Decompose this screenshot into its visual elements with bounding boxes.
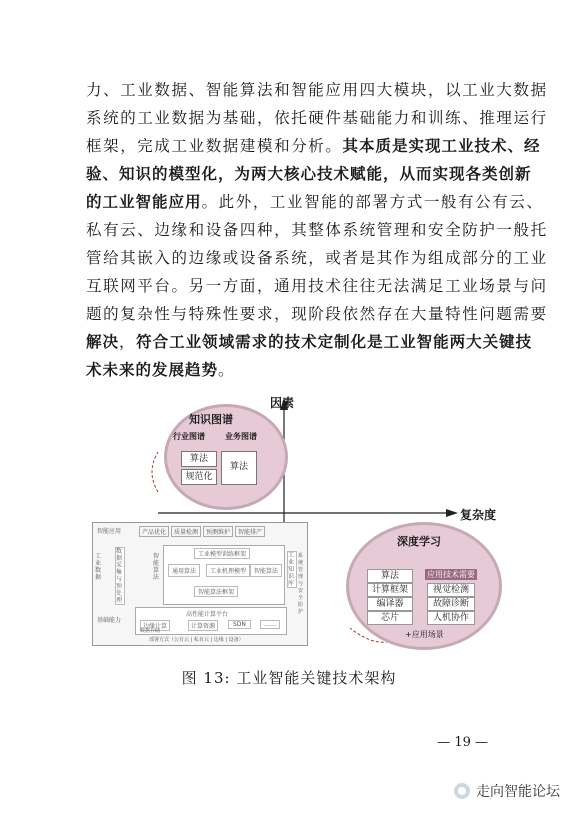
arch-column-label: 数据采集与预处理 — [115, 547, 125, 605]
arch-infra-item-1: 边缘计算 — [140, 620, 170, 631]
normalization-box: 规范化 — [181, 469, 217, 485]
arch-tab-3: 预测维护 — [203, 526, 233, 537]
axis-x-label: 复杂度 — [460, 508, 497, 522]
arch-inner-box-3: 智能算法 — [250, 564, 282, 577]
arch-bottom-row: 部署方式（公有云 | 私有云 | 边缘 | 设备） — [149, 637, 244, 643]
text-line-3 — [86, 132, 541, 160]
arch-inner-box-1: 通用算法 — [168, 564, 200, 577]
text-line-1 — [86, 76, 548, 104]
arch-tab-1: 产品优化 — [139, 526, 169, 537]
arch-infra-title: 高性能计算平台 — [186, 611, 229, 618]
arch-top-label: 智能应用 — [97, 528, 122, 535]
text-line-4 — [86, 160, 532, 188]
dl-right-item-1: 视觉检测 — [427, 583, 475, 597]
knowledge-graph-bubble — [164, 404, 288, 510]
bold-text-span: 解决 — [86, 333, 120, 351]
text-line-9 — [86, 300, 548, 328]
text-line-2 — [86, 104, 548, 132]
figure-caption: 图 13: 工业智能关键技术架构 — [181, 669, 397, 687]
text-span: 私有云、边缘和设备四种，其整体系统管理和安全防护一般托 — [86, 221, 548, 239]
arch-tab-4: 智能排产 — [235, 526, 265, 537]
text-span: 力、工业数据、智能算法和智能应用四大模块，以工业大数据 — [86, 81, 548, 99]
arch-side-vertical: 系统管理与安全防护 — [298, 553, 304, 615]
arch-left-label-2: 智能算法 — [153, 553, 160, 581]
watermark — [454, 781, 560, 801]
wechat-icon — [454, 783, 470, 799]
text-span: 。此外，工业智能的部署方式一般有公有云、 — [201, 193, 544, 211]
deep-learning-bubble — [346, 522, 502, 650]
arch-tab-2: 质量检测 — [171, 526, 201, 537]
watermark-text: 走向智能论坛 — [476, 784, 560, 800]
arch-left-label-1: 工业数据 — [95, 553, 102, 581]
page-number: — 19 — — [437, 735, 488, 750]
dl-item-4: 芯片 — [367, 611, 413, 625]
business-graph-label: 业务图谱 — [225, 432, 257, 441]
bold-text-span: 符合工业领域需求的技术定制化是工业智能两大关键技 — [136, 333, 533, 351]
arch-infra-item-4: SDN — [228, 620, 251, 629]
text-span: 互联网平台。另一方面，通用技术往往无法满足工业场景与问 — [86, 277, 548, 295]
arch-inner-panel — [163, 545, 285, 605]
dl-item-3: 编译器 — [367, 597, 413, 611]
arch-left-label-3: 基础能力 — [97, 617, 122, 624]
text-line-11 — [86, 356, 506, 384]
dl-bottom-label: +应用场景 — [405, 630, 444, 639]
deep-learning-title: 深度学习 — [397, 535, 441, 548]
dl-item-2: 计算框架 — [367, 583, 413, 597]
knowledge-graph-title: 知识图谱 — [189, 413, 233, 426]
text-span: 管给其嵌入的边缘或设备系统，或者是其作为组成部分的工业 — [86, 249, 548, 267]
dl-item-1: 算法 — [367, 569, 413, 583]
architecture-diagram — [92, 522, 308, 646]
body-paragraph — [86, 76, 548, 384]
arch-infra-item-5: …… — [260, 620, 280, 629]
text-span: 系统的工业数据为基础，依托硬件基础能力和训练、推理运行 — [86, 109, 548, 127]
text-line-10 — [86, 328, 533, 356]
arch-right-box: 工业知识库 — [287, 551, 297, 588]
figure — [88, 392, 500, 654]
algorithm-box-2: 算法 — [221, 451, 257, 485]
arch-infra-item-3: 计算资源 — [188, 620, 218, 631]
bold-text-span: 其本质是实现工业技术、经 — [342, 137, 541, 155]
text-span: 。 — [218, 361, 236, 379]
bold-text-span: 术未来的发展趋势 — [86, 361, 219, 379]
text-line-8 — [86, 272, 548, 300]
dl-right-item-2: 故障诊断 — [427, 597, 475, 611]
arch-inner-bottom: 智能算法框架 — [194, 586, 238, 597]
text-span: 框架，完成工业数据建模和分析。 — [86, 137, 343, 155]
algorithm-box: 算法 — [181, 451, 217, 467]
bold-text-span: 验、知识的模型化，为两大核心技术赋能，从而实现各类创新 — [86, 165, 532, 183]
text-line-6 — [86, 216, 548, 244]
arch-infra-panel — [135, 607, 287, 635]
arch-infra-item-2: 数据存储 — [140, 628, 161, 634]
text-span: ， — [119, 333, 137, 351]
arch-inner-box-2: 工业机理模型 — [206, 564, 250, 577]
arch-inner-title: 工业模型训练框架 — [194, 548, 250, 559]
dl-right-header: 应用技术需要 — [427, 570, 475, 579]
axis-y-label: 因素 — [270, 396, 295, 410]
text-span: 题的复杂性与特殊性要求，现阶段依然存在大量特性问题需要 — [86, 305, 548, 323]
industry-graph-label: 行业图谱 — [173, 432, 205, 441]
bold-text-span: 的工业智能应用 — [86, 193, 202, 211]
text-line-5 — [86, 188, 544, 216]
dl-right-item-3: 人机协作 — [427, 611, 475, 625]
text-line-7 — [86, 244, 548, 272]
